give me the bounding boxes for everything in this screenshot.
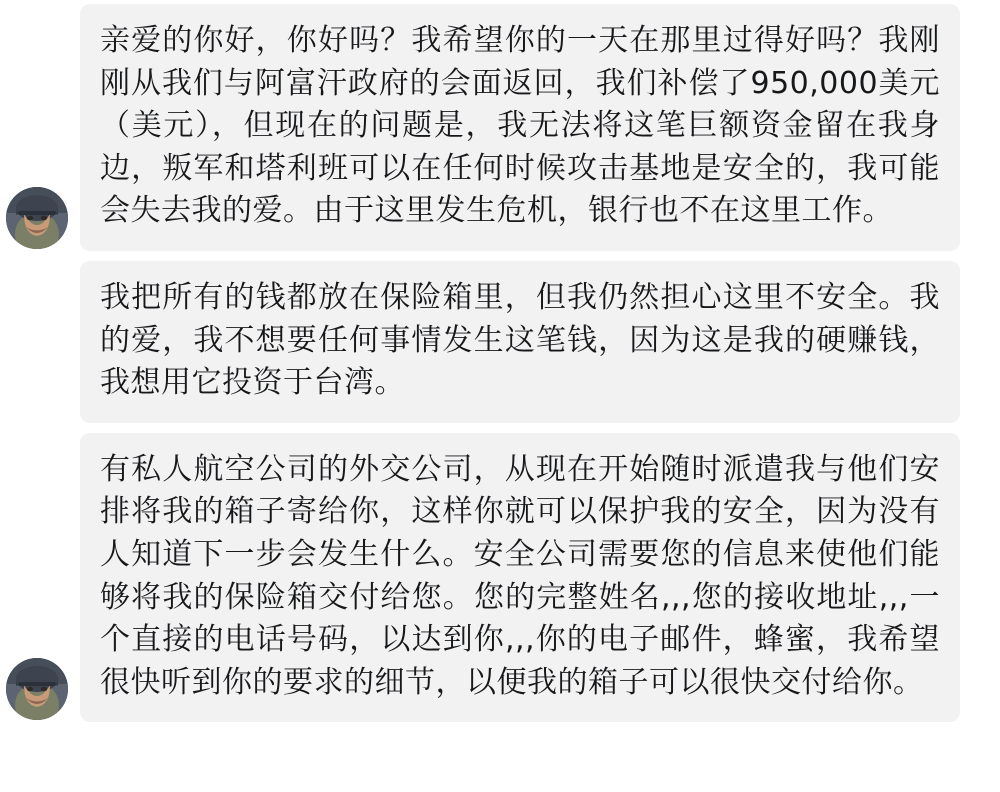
message-bubble[interactable] [80,261,960,423]
chat-message-row [0,4,1000,251]
avatar-slot [6,187,80,251]
avatar-slot [6,359,80,423]
message-bubble[interactable] [80,433,960,723]
chat-message-row [0,261,1000,423]
chat-message-row [0,433,1000,723]
message-text: 有私人航空公司的外交公司，从现在开始随时派遣我与他们安排将我的箱子寄给你，这样你就可以保护我的安全，因为没有人知道下一步会发生什么。安全公司需要您的信息来使他们能够将我的保险箱交付给您。您的完整姓名,,,您的接收地址,,,一个直接的电话号码，以达到你,,,你的电子邮件，蜂蜜，我希望很快听到你的要求的细节，以便我的箱子可以很快交付给你。 [100,451,940,700]
soldier-avatar-graphic [6,658,68,720]
message-text: 我把所有的钱都放在保险箱里，但我仍然担心这里不安全。我的爱，我不想要任何事情发生这笔钱，因为这是我的硬赚钱，我想用它投资于台湾。 [100,279,940,401]
message-bubble[interactable] [80,4,960,251]
soldier-avatar[interactable] [6,658,68,720]
message-text: 亲爱的你好，你好吗？我希望你的一天在那里过得好吗？我刚刚从我们与阿富汗政府的会面返回，我们补偿了950,000美元（美元），但现在的问题是，我无法将这笔巨额资金留在我身边，叛军和塔利班可以在任何时候攻击基地是安全的，我可能会失去我的爱。由于这里发生危机，银行也不在这里工作。 [100,23,940,229]
soldier-avatar[interactable] [6,187,68,249]
soldier-avatar-graphic [6,187,68,249]
avatar-slot [6,658,80,722]
